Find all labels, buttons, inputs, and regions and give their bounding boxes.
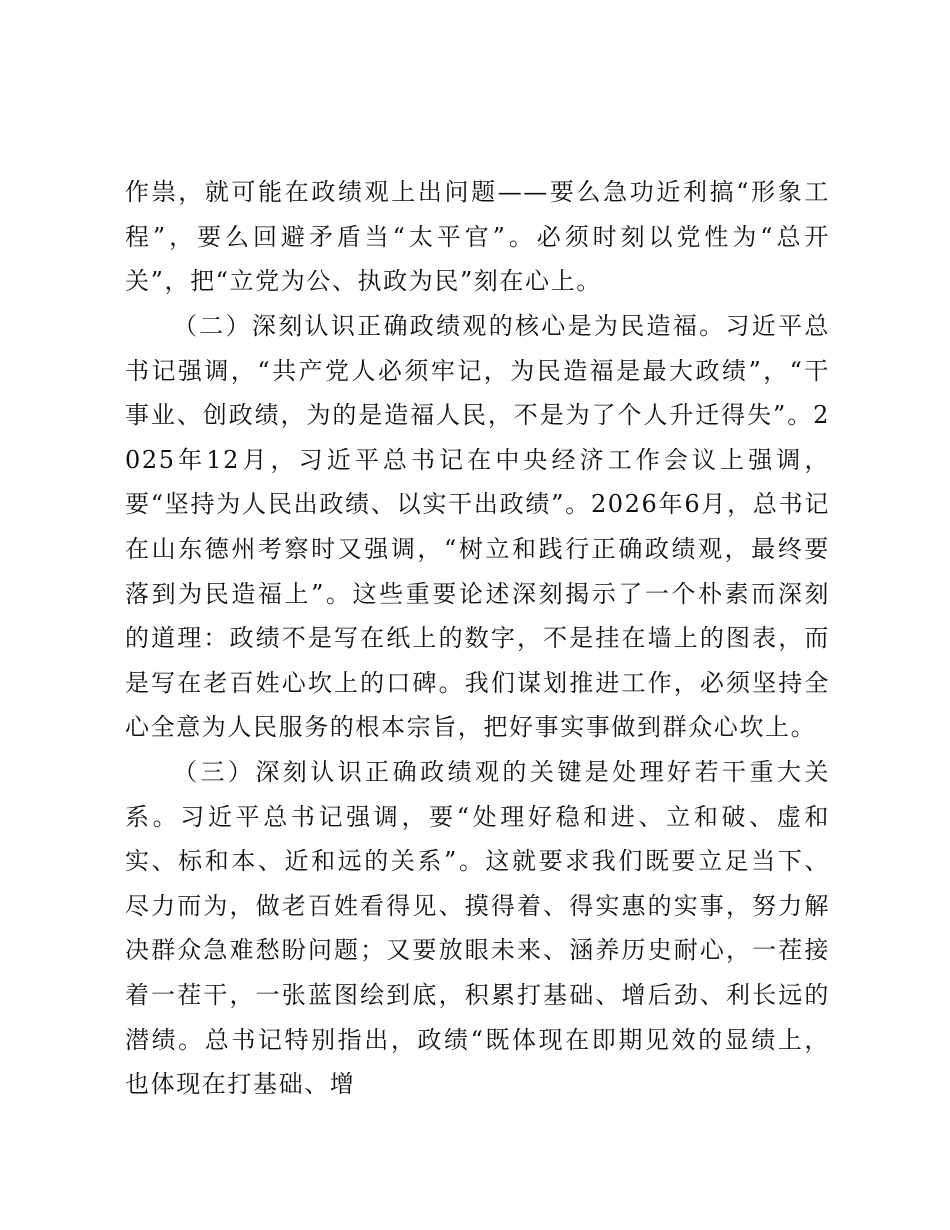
- section-heading: （二）深刻认识正确政绩观的核心是为民造福。: [173, 312, 726, 340]
- paragraph-section-three: [125, 750, 830, 1107]
- paragraph-text: 习近平总书记强调，“共产党人必须牢记，为民造福是最大政绩”，“干事业、创政绩，为的是造福人民，不是为了个人升迁得失”。2025年12月，习近平总书记在中央经济工作会议上强调，要“坚持为人民出政绩、以实干出政绩”。2026年6月，总书记在山东德州考察时又强调，“树立和践行正确政绩观，最终要落到为民造福上”。这些重要论述深刻揭示了一个朴素而深刻的道理：政绩不是写在纸上的数字，不是挂在墙上的图表，而是写在老百姓心坎上的口碑。我们谋划推进工作，必须坚持全心全意为人民服务的根本宗旨，把好事实事做到群众心坎上。: [125, 312, 830, 742]
- paragraph-body: [125, 304, 830, 750]
- paragraph-continued: [125, 170, 830, 304]
- paragraph-section-two: [125, 304, 830, 750]
- paragraph-body: [125, 750, 830, 1107]
- paragraph-text: 习近平总书记强调，要“处理好稳和进、立和破、虚和实、标和本、近和远的关系”。这就要求我们既要立足当下、尽力而为，做老百姓看得见、摸得着、得实惠的实事，努力解决群众急难愁盼问题；又要放眼未来、涵养历史耐心，一茬接着一茬干，一张蓝图绘到底，积累打基础、增后劲、利长远的潜绩。总书记特别指出，政绩“既体现在即期见效的显绩上，也体现在打基础、增: [125, 802, 830, 1099]
- paragraph-text: 作祟，就可能在政绩观上出问题——要么急功近利搞“形象工程”，要么回避矛盾当“太平官”。必须时刻以党性为“总开关”，把“立党为公、执政为民”刻在心上。: [125, 178, 830, 296]
- section-heading: （三）深刻认识正确政绩观的关键是处理好若干重大关系。: [125, 758, 830, 831]
